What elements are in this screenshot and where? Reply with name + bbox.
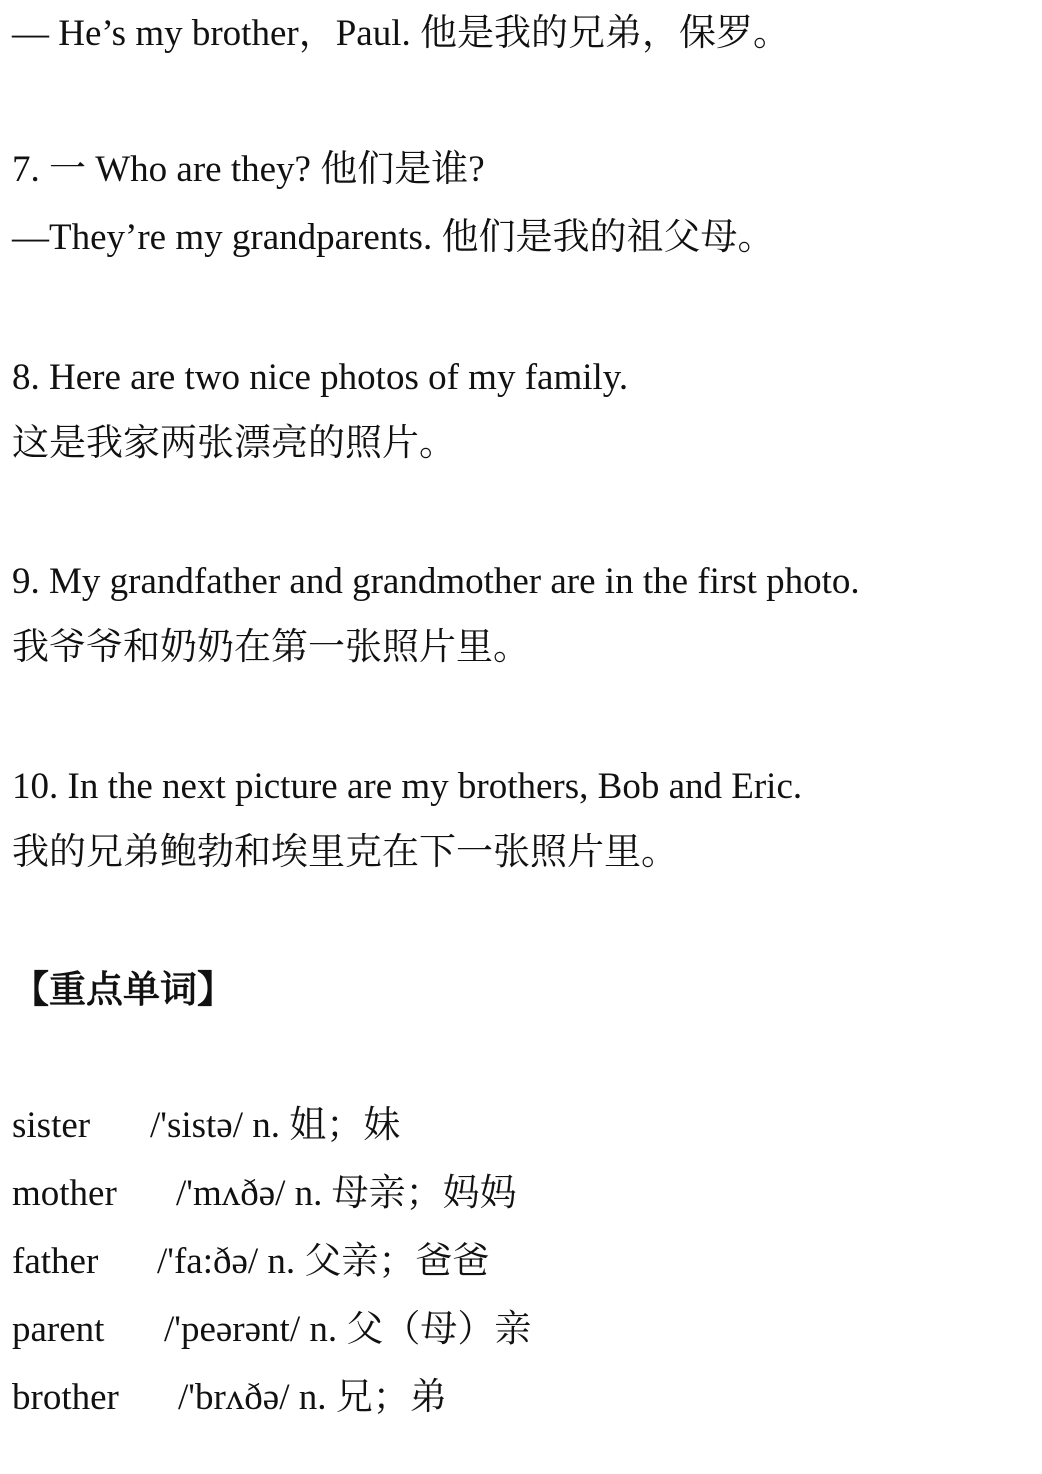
vocab-word: mother bbox=[12, 1173, 117, 1214]
vocab-row-parent bbox=[12, 1308, 531, 1352]
vocab-row-sister bbox=[12, 1104, 400, 1148]
vocab-entry: /'mʌðə/ n. 母亲；妈妈 bbox=[176, 1173, 517, 1214]
vocab-row-father bbox=[12, 1240, 489, 1284]
section-heading-key-words: 【重点单词】 bbox=[12, 968, 234, 1011]
sentence-7-question: 7. 一 Who are they? 他们是谁? bbox=[12, 149, 485, 190]
vocab-row-brother bbox=[12, 1376, 447, 1420]
vocab-word: father bbox=[12, 1241, 99, 1282]
vocab-word: parent bbox=[12, 1309, 105, 1350]
vocab-entry: /'fa:ðə/ n. 父亲；爸爸 bbox=[157, 1241, 490, 1282]
sentence-10-chinese: 我的兄弟鲍勃和埃里克在下一张照片里。 bbox=[12, 832, 678, 873]
vocab-row-mother bbox=[12, 1172, 517, 1216]
vocab-entry: /'sistə/ n. 姐；妹 bbox=[150, 1105, 401, 1146]
sentence-8-english: 8. Here are two nice photos of my family. bbox=[12, 357, 629, 398]
sentence-6-answer: — He’s my brother，Paul. 他是我的兄弟，保罗。 bbox=[12, 13, 790, 54]
vocab-entry: /'brʌðə/ n. 兄；弟 bbox=[178, 1377, 447, 1418]
vocab-word: brother bbox=[12, 1377, 119, 1418]
sentence-7-answer: —They’re my grandparents. 他们是我的祖父母。 bbox=[12, 217, 775, 258]
sentence-8-chinese: 这是我家两张漂亮的照片。 bbox=[12, 423, 456, 464]
sentence-9-chinese: 我爷爷和奶奶在第一张照片里。 bbox=[12, 627, 530, 668]
vocab-entry: /'peərənt/ n. 父（母）亲 bbox=[164, 1309, 532, 1350]
sentence-9-english: 9. My grandfather and grandmother are in the first photo. bbox=[12, 561, 860, 602]
sentence-10-english: 10. In the next picture are my brothers, Bob and Eric. bbox=[12, 766, 803, 807]
vocab-word: sister bbox=[12, 1105, 91, 1146]
